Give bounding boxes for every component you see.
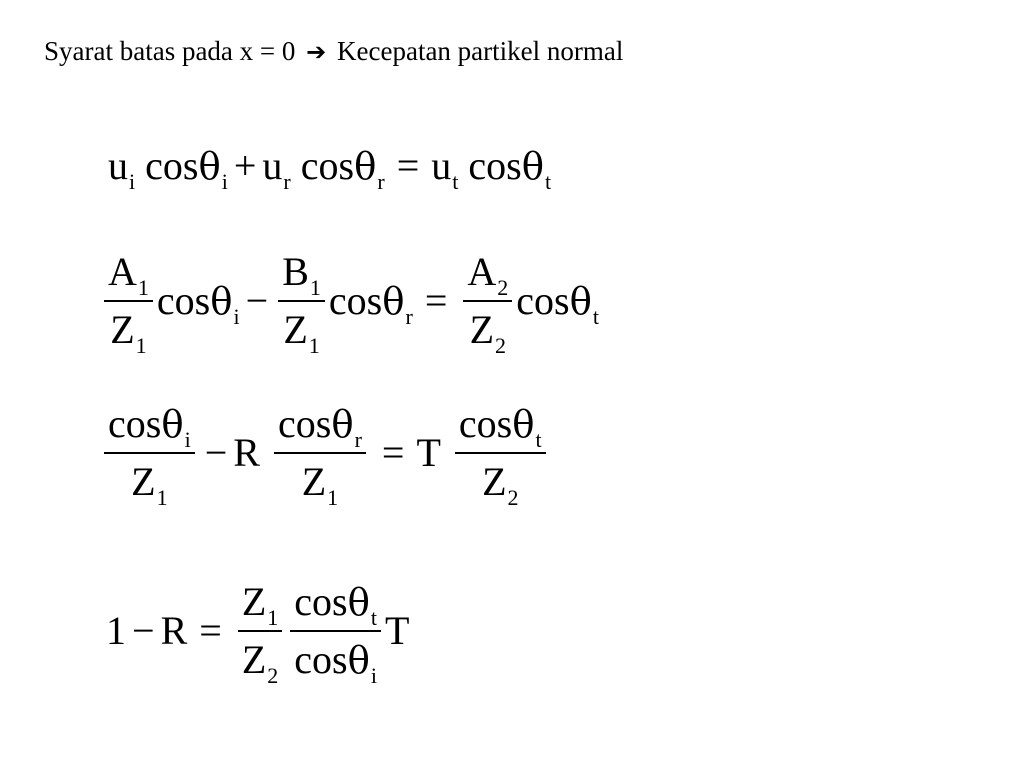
eq4-equals: = [199,608,222,653]
eq1-u-i: $u_i$ [108,143,136,194]
eq1-cos-theta-t: cosθ$_t$ [468,143,552,194]
eq4-frac-z1-z2: Z 1 Z 2 [238,580,282,682]
eq4-one: 1 [106,608,126,653]
equation-4 [106,579,410,688]
eq2-cos-theta-r: cosθ$_r$ [328,278,413,329]
eq3-r: R [233,430,260,475]
eq4-t: T [384,608,410,653]
arrow-right-icon: ➔ [306,38,327,66]
eq1-u-t: $u_t$ [431,143,459,194]
eq1-u-r: $u_r$ [262,143,291,194]
eq2-equals: = [424,278,448,323]
eq3-minus: − [204,430,228,475]
eq1-cos-theta-i: cosθ$_i$ [145,143,228,194]
slide-title [44,36,623,67]
title-left-text: Syarat batas pada x = 0 [44,36,296,66]
eq3-frac-cos-t-z2: cos θ t Z 2 [455,402,546,504]
eq1-plus: + [233,143,257,188]
eq2-cos-theta-i: cosθ$_i$ [156,278,240,329]
eq2-frac-b1-z1: B 1 Z 1 [278,250,325,352]
eq3-equals: = [381,430,405,475]
eq2-minus: − [245,278,269,323]
eq4-frac-cos-t-cos-i: cos θ t cos θ i [290,580,381,682]
eq1-cos-theta-r: cosθ$_r$ [300,143,385,194]
title-right-text: Kecepatan partikel normal [337,36,624,66]
eq2-frac-a2-z2: A 2 Z 2 [463,250,512,352]
eq2-frac-a1-z1: A 1 Z 1 [104,250,153,352]
equation-2 [100,249,599,358]
eq1-equals: = [396,143,420,188]
eq2-cos-theta-t: cosθ$_t$ [516,278,599,329]
eq3-frac-cos-r-z1: cos θ r Z 1 [274,402,366,504]
eq3-frac-cos-i-z1: cos θ i Z 1 [104,402,195,504]
equation-1 [108,143,552,194]
eq4-minus: − [132,608,155,653]
eq4-r: R [160,608,188,653]
equation-3 [100,401,550,510]
eq3-t: T [416,430,441,475]
